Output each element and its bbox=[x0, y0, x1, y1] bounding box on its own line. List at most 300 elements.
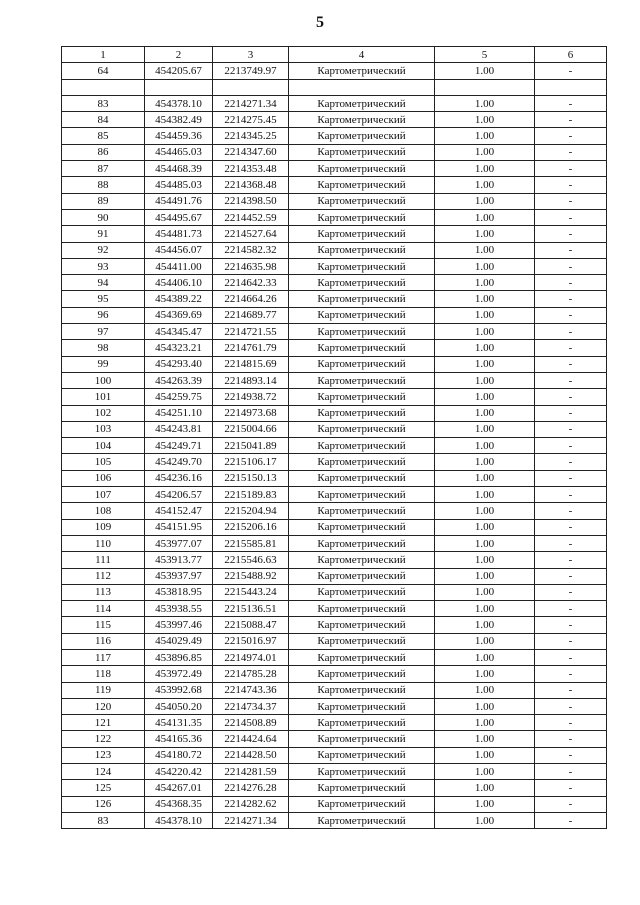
table-cell: 1.00 bbox=[435, 128, 535, 144]
table-row bbox=[62, 95, 607, 111]
table-cell: 454165.36 bbox=[145, 731, 213, 747]
table-cell: Картометрический bbox=[289, 144, 435, 160]
table-cell: - bbox=[535, 405, 607, 421]
header-cell: 4 bbox=[289, 47, 435, 63]
table-cell: 2215585.81 bbox=[213, 535, 289, 551]
table-cell: - bbox=[535, 601, 607, 617]
table-cell: 107 bbox=[62, 487, 145, 503]
table-cell: 1.00 bbox=[435, 275, 535, 291]
table-cell: Картометрический bbox=[289, 682, 435, 698]
table-row bbox=[62, 63, 607, 79]
table-cell: 84 bbox=[62, 112, 145, 128]
table-cell: Картометрический bbox=[289, 209, 435, 225]
table-cell: 1.00 bbox=[435, 324, 535, 340]
table-row bbox=[62, 503, 607, 519]
table-cell: - bbox=[535, 226, 607, 242]
table-cell: 2214347.60 bbox=[213, 144, 289, 160]
table-cell: 1.00 bbox=[435, 291, 535, 307]
table-cell: Картометрический bbox=[289, 503, 435, 519]
table-cell: 112 bbox=[62, 568, 145, 584]
table-cell bbox=[535, 79, 607, 95]
table-cell: 1.00 bbox=[435, 552, 535, 568]
table-cell: - bbox=[535, 324, 607, 340]
table-row bbox=[62, 666, 607, 682]
table-cell: 1.00 bbox=[435, 503, 535, 519]
table-cell: 89 bbox=[62, 193, 145, 209]
table-row bbox=[62, 324, 607, 340]
table-cell: 2214271.34 bbox=[213, 812, 289, 828]
table-row bbox=[62, 258, 607, 274]
table-cell: 2215088.47 bbox=[213, 617, 289, 633]
table-cell: 2214368.48 bbox=[213, 177, 289, 193]
table-cell: 2215206.16 bbox=[213, 519, 289, 535]
table-cell: Картометрический bbox=[289, 747, 435, 763]
table-cell: Картометрический bbox=[289, 780, 435, 796]
table-cell: 454323.21 bbox=[145, 340, 213, 356]
table-cell: - bbox=[535, 372, 607, 388]
table-cell: 454151.95 bbox=[145, 519, 213, 535]
table-cell: 103 bbox=[62, 421, 145, 437]
table-cell: 454220.42 bbox=[145, 764, 213, 780]
table-cell: 2215546.63 bbox=[213, 552, 289, 568]
table-row bbox=[62, 356, 607, 372]
table-cell: 1.00 bbox=[435, 633, 535, 649]
table-cell: 2214635.98 bbox=[213, 258, 289, 274]
table-cell: - bbox=[535, 470, 607, 486]
table-cell: - bbox=[535, 649, 607, 665]
table-row bbox=[62, 552, 607, 568]
table-cell: Картометрический bbox=[289, 796, 435, 812]
table-row bbox=[62, 584, 607, 600]
table-cell: 2215189.83 bbox=[213, 487, 289, 503]
table-cell: 1.00 bbox=[435, 405, 535, 421]
table-row bbox=[62, 372, 607, 388]
table-body bbox=[62, 63, 607, 829]
table-row bbox=[62, 535, 607, 551]
table-cell: 1.00 bbox=[435, 487, 535, 503]
table-cell: - bbox=[535, 209, 607, 225]
table-cell: 2214974.01 bbox=[213, 649, 289, 665]
table-cell: 454263.39 bbox=[145, 372, 213, 388]
table-cell: Картометрический bbox=[289, 356, 435, 372]
table-cell: - bbox=[535, 487, 607, 503]
table-row bbox=[62, 405, 607, 421]
table-cell: 116 bbox=[62, 633, 145, 649]
table-cell: - bbox=[535, 340, 607, 356]
table-cell: 2215106.17 bbox=[213, 454, 289, 470]
table-cell: Картометрический bbox=[289, 177, 435, 193]
table-cell: 2214452.59 bbox=[213, 209, 289, 225]
table-cell: 454345.47 bbox=[145, 324, 213, 340]
table-cell: Картометрический bbox=[289, 764, 435, 780]
table-cell: 453937.97 bbox=[145, 568, 213, 584]
table-cell: 2214527.64 bbox=[213, 226, 289, 242]
table-row bbox=[62, 796, 607, 812]
table-cell: Картометрический bbox=[289, 275, 435, 291]
table-cell: - bbox=[535, 731, 607, 747]
table-cell: 91 bbox=[62, 226, 145, 242]
table-cell: - bbox=[535, 356, 607, 372]
table-cell: 1.00 bbox=[435, 454, 535, 470]
table-cell: 114 bbox=[62, 601, 145, 617]
table-cell: 99 bbox=[62, 356, 145, 372]
table-cell: Картометрический bbox=[289, 95, 435, 111]
table-cell: 454249.71 bbox=[145, 438, 213, 454]
table-cell: 453913.77 bbox=[145, 552, 213, 568]
table-cell: 111 bbox=[62, 552, 145, 568]
table-cell: 2214282.62 bbox=[213, 796, 289, 812]
table-cell: 2214271.34 bbox=[213, 95, 289, 111]
table-row bbox=[62, 715, 607, 731]
table-cell: 1.00 bbox=[435, 535, 535, 551]
table-cell: 121 bbox=[62, 715, 145, 731]
table-cell: 454481.73 bbox=[145, 226, 213, 242]
table-cell: 1.00 bbox=[435, 340, 535, 356]
table-row bbox=[62, 568, 607, 584]
table-row bbox=[62, 275, 607, 291]
table-cell: 100 bbox=[62, 372, 145, 388]
table-row bbox=[62, 389, 607, 405]
table-cell: - bbox=[535, 584, 607, 600]
table-cell: 454382.49 bbox=[145, 112, 213, 128]
table-cell: - bbox=[535, 568, 607, 584]
table-cell: 2214508.89 bbox=[213, 715, 289, 731]
table-row bbox=[62, 780, 607, 796]
table-row bbox=[62, 193, 607, 209]
table-cell: 2214664.26 bbox=[213, 291, 289, 307]
table-cell: 454389.22 bbox=[145, 291, 213, 307]
table-cell: 1.00 bbox=[435, 258, 535, 274]
table-cell bbox=[62, 79, 145, 95]
table-cell: 1.00 bbox=[435, 584, 535, 600]
table-cell: Картометрический bbox=[289, 666, 435, 682]
table-cell: 2215004.66 bbox=[213, 421, 289, 437]
table-row bbox=[62, 812, 607, 828]
table-cell: - bbox=[535, 747, 607, 763]
table-cell: 1.00 bbox=[435, 421, 535, 437]
table-cell: - bbox=[535, 519, 607, 535]
table-cell: 1.00 bbox=[435, 682, 535, 698]
table-cell: - bbox=[535, 95, 607, 111]
table-cell: Картометрический bbox=[289, 340, 435, 356]
table-cell: Картометрический bbox=[289, 405, 435, 421]
table-cell: 2214398.50 bbox=[213, 193, 289, 209]
table-cell: 454485.03 bbox=[145, 177, 213, 193]
table-cell: 118 bbox=[62, 666, 145, 682]
table-cell: - bbox=[535, 193, 607, 209]
table-cell: 83 bbox=[62, 95, 145, 111]
table-cell: 454236.16 bbox=[145, 470, 213, 486]
table-row bbox=[62, 421, 607, 437]
table-cell: 1.00 bbox=[435, 63, 535, 79]
table-cell: - bbox=[535, 796, 607, 812]
table-row bbox=[62, 128, 607, 144]
table-cell: 454459.36 bbox=[145, 128, 213, 144]
table-cell: Картометрический bbox=[289, 617, 435, 633]
table-cell: 1.00 bbox=[435, 95, 535, 111]
table-cell: - bbox=[535, 161, 607, 177]
table-row bbox=[62, 242, 607, 258]
table-cell: 2215150.13 bbox=[213, 470, 289, 486]
table-cell: Картометрический bbox=[289, 63, 435, 79]
table-cell: - bbox=[535, 128, 607, 144]
table-cell: 64 bbox=[62, 63, 145, 79]
table-cell: - bbox=[535, 421, 607, 437]
table-row bbox=[62, 487, 607, 503]
table-cell: 125 bbox=[62, 780, 145, 796]
header-row bbox=[62, 47, 607, 63]
table-row bbox=[62, 682, 607, 698]
table-cell: 88 bbox=[62, 177, 145, 193]
table-row bbox=[62, 633, 607, 649]
table-cell: - bbox=[535, 503, 607, 519]
table-cell bbox=[213, 79, 289, 95]
table-row bbox=[62, 519, 607, 535]
table-row bbox=[62, 731, 607, 747]
table-cell: 454456.07 bbox=[145, 242, 213, 258]
table-cell: 96 bbox=[62, 307, 145, 323]
table-cell: Картометрический bbox=[289, 568, 435, 584]
table-cell: 453992.68 bbox=[145, 682, 213, 698]
table-cell: - bbox=[535, 438, 607, 454]
table-cell: - bbox=[535, 764, 607, 780]
table-cell: 105 bbox=[62, 454, 145, 470]
table-row bbox=[62, 698, 607, 714]
table-cell: 1.00 bbox=[435, 649, 535, 665]
table-cell: - bbox=[535, 177, 607, 193]
table-row bbox=[62, 747, 607, 763]
table-cell: 2214582.32 bbox=[213, 242, 289, 258]
table-header bbox=[62, 47, 607, 63]
table-cell: 454406.10 bbox=[145, 275, 213, 291]
table-cell: 98 bbox=[62, 340, 145, 356]
table-cell: 2214428.50 bbox=[213, 747, 289, 763]
table-cell: 2214275.45 bbox=[213, 112, 289, 128]
table-cell: 1.00 bbox=[435, 812, 535, 828]
table-cell: 1.00 bbox=[435, 764, 535, 780]
table-cell: 1.00 bbox=[435, 209, 535, 225]
table-cell: 113 bbox=[62, 584, 145, 600]
table-cell: - bbox=[535, 454, 607, 470]
table-row bbox=[62, 470, 607, 486]
table-cell: Картометрический bbox=[289, 226, 435, 242]
table-cell: 1.00 bbox=[435, 193, 535, 209]
table-cell: 87 bbox=[62, 161, 145, 177]
table-cell: 1.00 bbox=[435, 617, 535, 633]
table-cell: 1.00 bbox=[435, 144, 535, 160]
table-cell: 1.00 bbox=[435, 307, 535, 323]
table-row bbox=[62, 161, 607, 177]
table-cell bbox=[435, 79, 535, 95]
table-cell: Картометрический bbox=[289, 649, 435, 665]
table-cell: 454180.72 bbox=[145, 747, 213, 763]
header-cell: 6 bbox=[535, 47, 607, 63]
table-cell: 85 bbox=[62, 128, 145, 144]
table-cell: Картометрический bbox=[289, 470, 435, 486]
table-cell: 454369.69 bbox=[145, 307, 213, 323]
table-cell: - bbox=[535, 698, 607, 714]
table-cell: 1.00 bbox=[435, 747, 535, 763]
table-cell: 106 bbox=[62, 470, 145, 486]
table-cell: Картометрический bbox=[289, 421, 435, 437]
header-cell: 3 bbox=[213, 47, 289, 63]
table-cell: 454495.67 bbox=[145, 209, 213, 225]
table-cell: 119 bbox=[62, 682, 145, 698]
table-cell: 454267.01 bbox=[145, 780, 213, 796]
table-cell: 123 bbox=[62, 747, 145, 763]
table-cell: 454465.03 bbox=[145, 144, 213, 160]
table-cell: 92 bbox=[62, 242, 145, 258]
table-cell: Картометрический bbox=[289, 161, 435, 177]
table-cell: 124 bbox=[62, 764, 145, 780]
table-cell: 90 bbox=[62, 209, 145, 225]
table-cell: 120 bbox=[62, 698, 145, 714]
table-cell: 2214734.37 bbox=[213, 698, 289, 714]
table-cell: 2214785.28 bbox=[213, 666, 289, 682]
table-cell: Картометрический bbox=[289, 535, 435, 551]
table-cell: - bbox=[535, 633, 607, 649]
table-cell: 453972.49 bbox=[145, 666, 213, 682]
table-cell: - bbox=[535, 63, 607, 79]
table-cell: 1.00 bbox=[435, 470, 535, 486]
table-row bbox=[62, 649, 607, 665]
page-number: 5 bbox=[316, 14, 324, 31]
table-cell: 1.00 bbox=[435, 242, 535, 258]
table-row bbox=[62, 226, 607, 242]
header-cell: 5 bbox=[435, 47, 535, 63]
table-cell: 1.00 bbox=[435, 666, 535, 682]
table-cell: 2215488.92 bbox=[213, 568, 289, 584]
table-cell: 1.00 bbox=[435, 389, 535, 405]
table-cell: 1.00 bbox=[435, 731, 535, 747]
table-cell: 1.00 bbox=[435, 698, 535, 714]
table-cell bbox=[289, 79, 435, 95]
table-cell: 454249.70 bbox=[145, 454, 213, 470]
table-cell: Картометрический bbox=[289, 258, 435, 274]
table-cell: 454152.47 bbox=[145, 503, 213, 519]
table-cell: 453997.46 bbox=[145, 617, 213, 633]
table-cell: 454206.57 bbox=[145, 487, 213, 503]
table-cell: Картометрический bbox=[289, 584, 435, 600]
table-cell bbox=[145, 79, 213, 95]
table-cell: 108 bbox=[62, 503, 145, 519]
table-cell: 454293.40 bbox=[145, 356, 213, 372]
table-cell: - bbox=[535, 275, 607, 291]
table-cell: 2213749.97 bbox=[213, 63, 289, 79]
table-cell: - bbox=[535, 812, 607, 828]
table-cell: - bbox=[535, 242, 607, 258]
header-cell: 1 bbox=[62, 47, 145, 63]
table-cell: 101 bbox=[62, 389, 145, 405]
table-cell: 2214345.25 bbox=[213, 128, 289, 144]
table-cell: - bbox=[535, 780, 607, 796]
table-cell: 1.00 bbox=[435, 796, 535, 812]
table-cell: 2214743.36 bbox=[213, 682, 289, 698]
table-cell: Картометрический bbox=[289, 372, 435, 388]
table-cell: 126 bbox=[62, 796, 145, 812]
table-row bbox=[62, 307, 607, 323]
table-cell: Картометрический bbox=[289, 242, 435, 258]
table-cell: Картометрический bbox=[289, 438, 435, 454]
table-cell: 115 bbox=[62, 617, 145, 633]
table-cell: 2214761.79 bbox=[213, 340, 289, 356]
table-cell: Картометрический bbox=[289, 487, 435, 503]
table-cell: 2214721.55 bbox=[213, 324, 289, 340]
table-cell: 454050.20 bbox=[145, 698, 213, 714]
table-cell: 454259.75 bbox=[145, 389, 213, 405]
table-cell: - bbox=[535, 291, 607, 307]
table-cell: 110 bbox=[62, 535, 145, 551]
table-cell: 453977.07 bbox=[145, 535, 213, 551]
table-cell: 1.00 bbox=[435, 226, 535, 242]
table-cell: 1.00 bbox=[435, 568, 535, 584]
table-cell: - bbox=[535, 682, 607, 698]
table-row bbox=[62, 764, 607, 780]
table-cell: - bbox=[535, 535, 607, 551]
table-cell: 2214938.72 bbox=[213, 389, 289, 405]
table-cell: 454029.49 bbox=[145, 633, 213, 649]
table-cell: Картометрический bbox=[289, 715, 435, 731]
table-cell: 453896.85 bbox=[145, 649, 213, 665]
table-cell: 1.00 bbox=[435, 519, 535, 535]
table-cell: 2214815.69 bbox=[213, 356, 289, 372]
table-cell: Картометрический bbox=[289, 731, 435, 747]
table-cell: 1.00 bbox=[435, 112, 535, 128]
table-row bbox=[62, 438, 607, 454]
table-cell: 117 bbox=[62, 649, 145, 665]
table-cell: 83 bbox=[62, 812, 145, 828]
table-cell: - bbox=[535, 258, 607, 274]
table-cell: 2215443.24 bbox=[213, 584, 289, 600]
coordinates-table bbox=[61, 46, 607, 829]
table-cell: 2214893.14 bbox=[213, 372, 289, 388]
table-cell: 454205.67 bbox=[145, 63, 213, 79]
table-cell: 93 bbox=[62, 258, 145, 274]
table-cell: 102 bbox=[62, 405, 145, 421]
table-cell: Картометрический bbox=[289, 389, 435, 405]
table-cell: 2214973.68 bbox=[213, 405, 289, 421]
table-cell: 1.00 bbox=[435, 177, 535, 193]
table-cell: 2214424.64 bbox=[213, 731, 289, 747]
table-cell: 453818.95 bbox=[145, 584, 213, 600]
table-cell: 1.00 bbox=[435, 601, 535, 617]
table-cell: Картометрический bbox=[289, 307, 435, 323]
table-row bbox=[62, 601, 607, 617]
table-cell: 2215016.97 bbox=[213, 633, 289, 649]
table-cell: 1.00 bbox=[435, 161, 535, 177]
table-cell: 2215041.89 bbox=[213, 438, 289, 454]
table-cell: 454378.10 bbox=[145, 95, 213, 111]
table-cell: 97 bbox=[62, 324, 145, 340]
table-cell: 454131.35 bbox=[145, 715, 213, 731]
table-cell: 2215204.94 bbox=[213, 503, 289, 519]
table-row bbox=[62, 209, 607, 225]
table-cell: Картометрический bbox=[289, 812, 435, 828]
table-cell: 86 bbox=[62, 144, 145, 160]
table-row bbox=[62, 291, 607, 307]
table-cell: 454411.00 bbox=[145, 258, 213, 274]
table-cell: Картометрический bbox=[289, 128, 435, 144]
table-cell: 122 bbox=[62, 731, 145, 747]
table-cell: Картометрический bbox=[289, 519, 435, 535]
table-row bbox=[62, 340, 607, 356]
table-cell: - bbox=[535, 552, 607, 568]
table-row bbox=[62, 79, 607, 95]
table-cell: Картометрический bbox=[289, 112, 435, 128]
table-cell: Картометрический bbox=[289, 193, 435, 209]
table-cell: 109 bbox=[62, 519, 145, 535]
table-cell: Картометрический bbox=[289, 601, 435, 617]
